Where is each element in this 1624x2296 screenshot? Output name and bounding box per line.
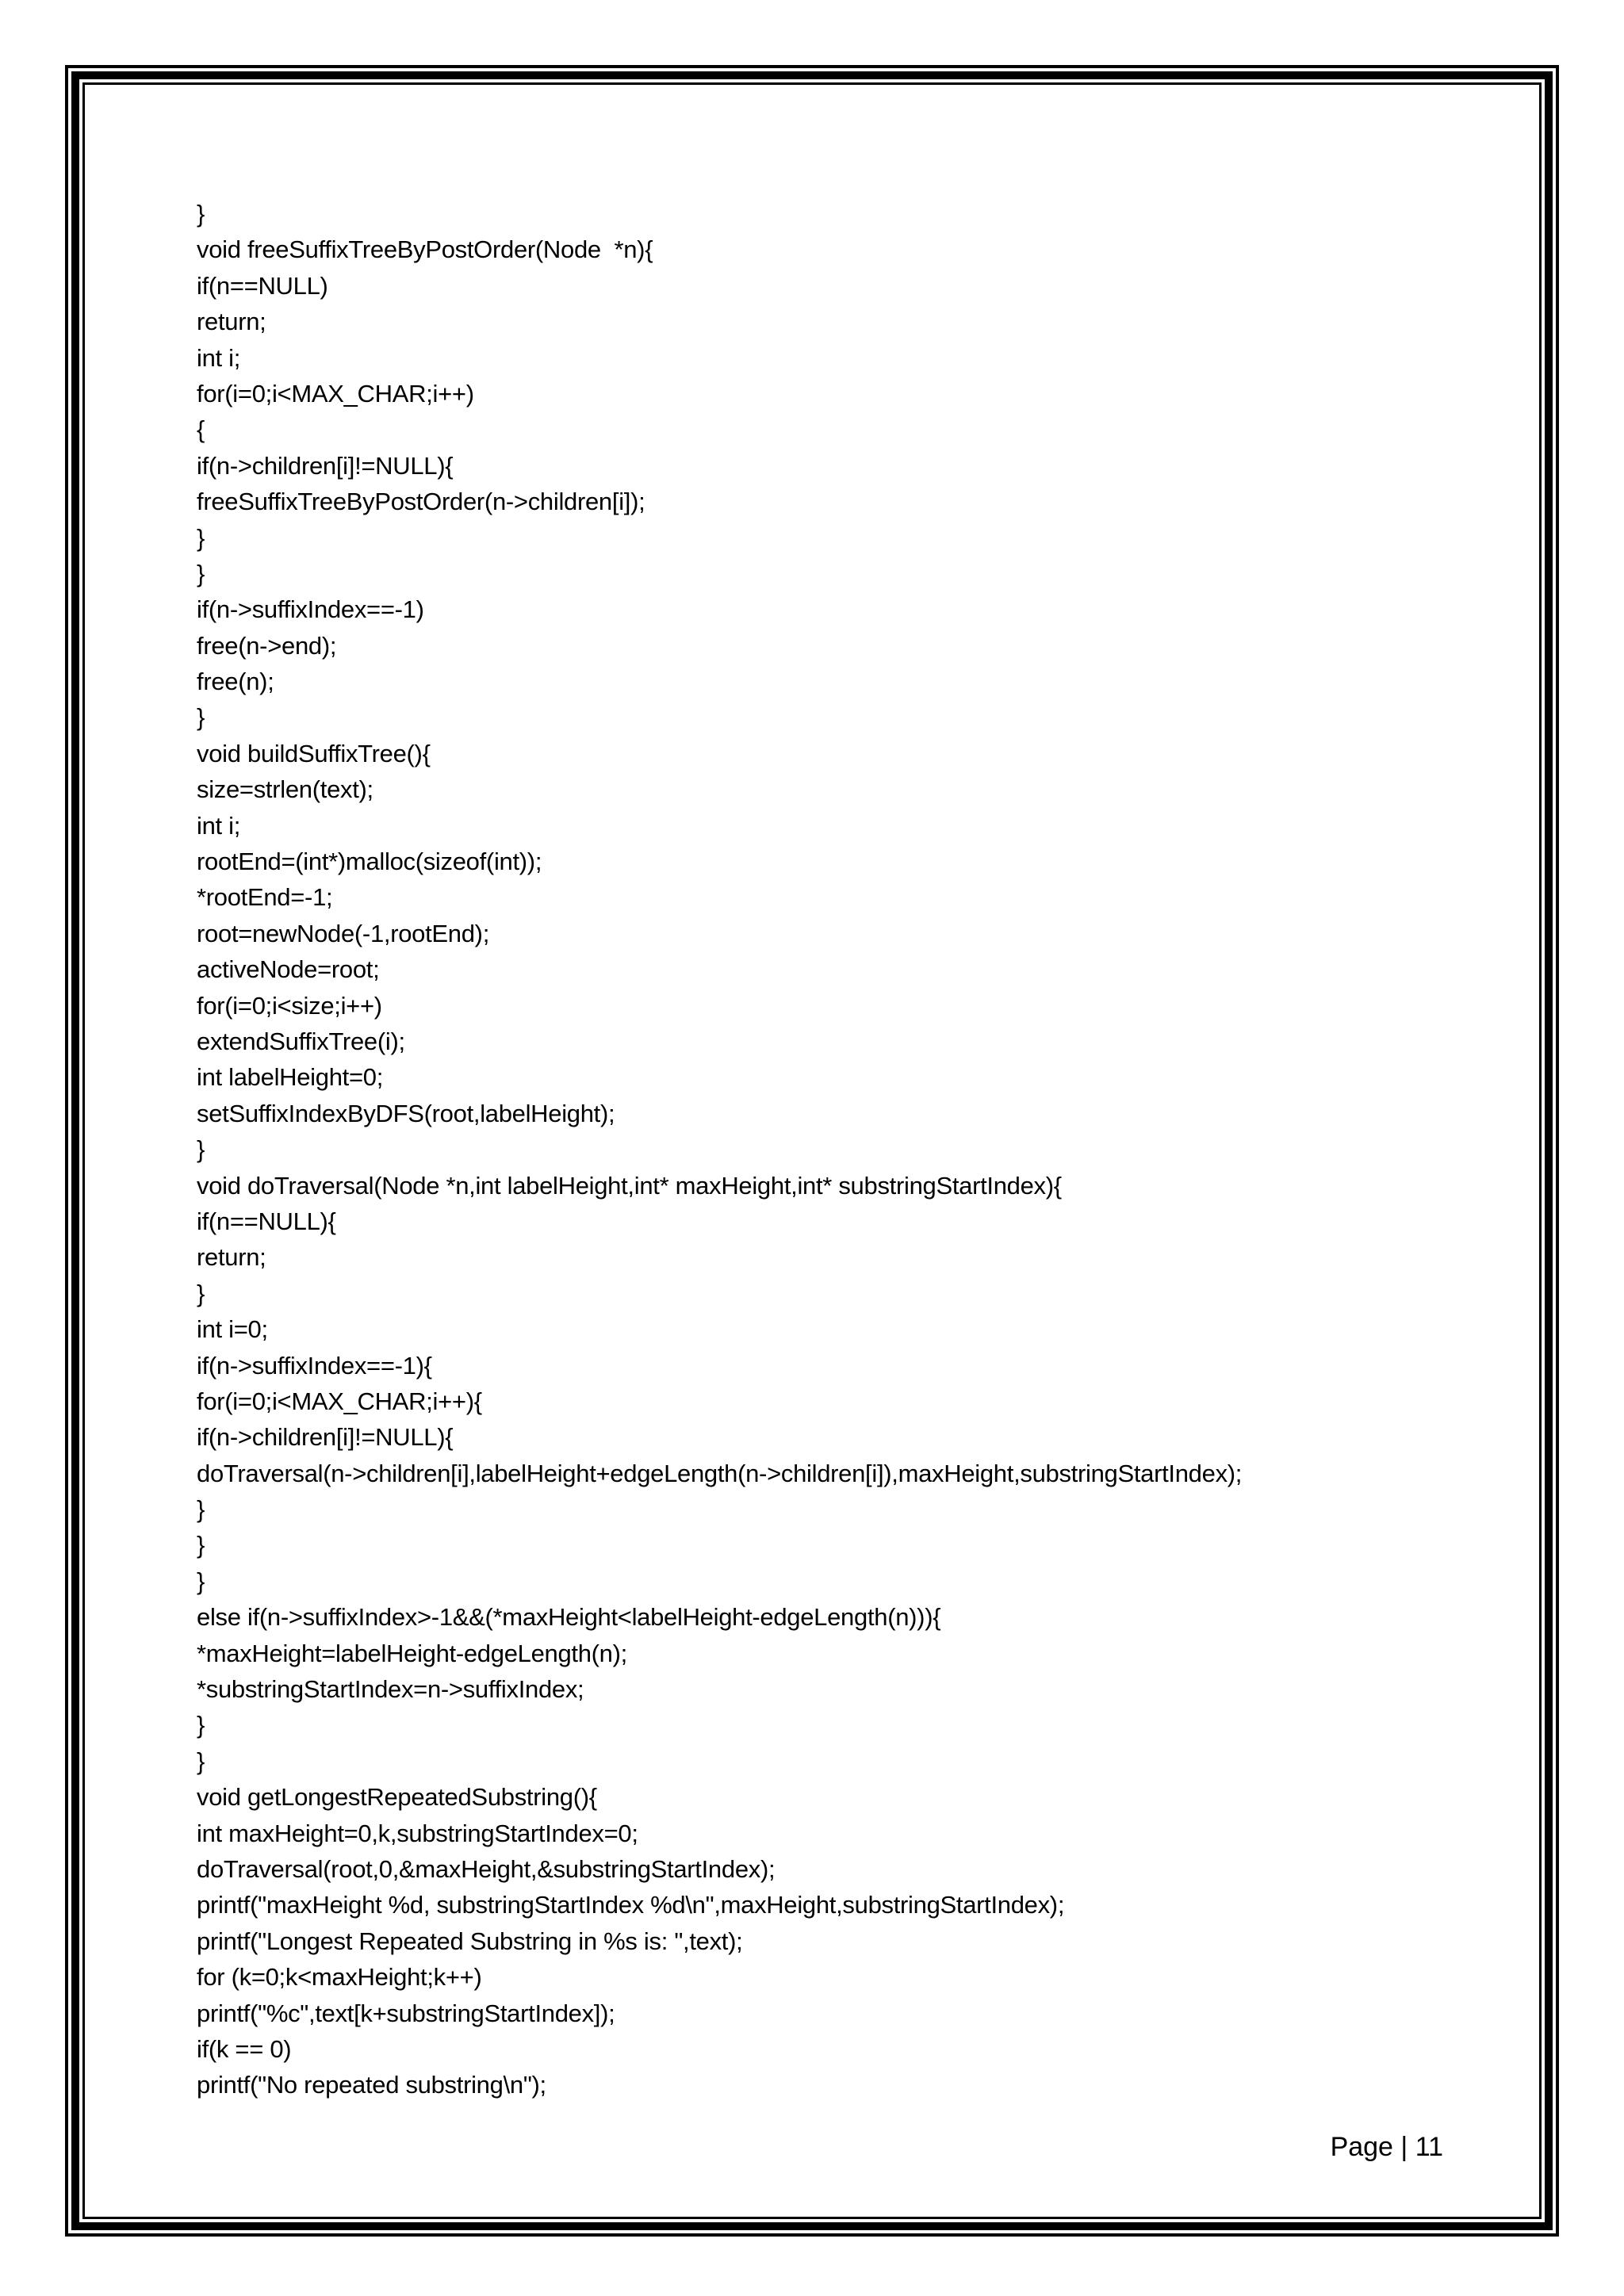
code-line: } [197,1567,205,1595]
code-line: return; [197,1243,266,1272]
code-line: if(n==NULL) [197,271,328,300]
code-line: doTraversal(n->children[i],labelHeight+edgeLength(n->children[i]),maxHeight,substringStartIndex); [197,1459,1243,1487]
code-line: void getLongestRepeatedSubstring(){ [197,1783,597,1812]
code-line: for(i=0;i<MAX_CHAR;i++){ [197,1387,482,1415]
code-listing [197,196,1513,2103]
code-line: if(n->suffixIndex==-1) [197,595,424,624]
code-line: } [197,703,205,732]
code-line: void freeSuffixTreeByPostOrder(Node *n){ [197,235,653,264]
code-line: if(n->children[i]!=NULL){ [197,451,454,480]
code-line: extendSuffixTree(i); [197,1027,405,1055]
code-line: freeSuffixTreeByPostOrder(n->children[i]); [197,488,645,516]
code-line: } [197,523,205,552]
code-line: } [197,1531,205,1559]
code-line: size=strlen(text); [197,775,373,804]
code-line: } [197,1495,205,1524]
code-line: } [197,1279,205,1307]
code-line: int i; [197,811,241,840]
code-line: free(n->end); [197,631,337,660]
code-line: } [197,1747,205,1775]
code-line: free(n); [197,668,274,696]
code-line: int i=0; [197,1315,268,1344]
code-line: { [197,415,205,444]
code-line: void buildSuffixTree(){ [197,739,431,767]
code-line: for(i=0;i<size;i++) [197,991,382,1020]
code-line: int maxHeight=0,k,substringStartIndex=0; [197,1819,638,1847]
code-line: if(k == 0) [197,2034,292,2063]
code-line: } [197,200,205,228]
code-line: activeNode=root; [197,955,380,984]
code-line: *substringStartIndex=n->suffixIndex; [197,1675,584,1704]
code-line: printf("No repeated substring\n"); [197,2071,546,2099]
code-line: *rootEnd=-1; [197,883,333,912]
code-line: if(n->children[i]!=NULL){ [197,1423,454,1452]
code-line: setSuffixIndexByDFS(root,labelHeight); [197,1099,615,1127]
code-line: else if(n->suffixIndex>-1&&(*maxHeight<labelHeight-edgeLength(n))){ [197,1603,941,1632]
code-line: root=newNode(-1,rootEnd); [197,919,490,947]
code-line: int i; [197,343,241,372]
code-line: doTraversal(root,0,&maxHeight,&substringStartIndex); [197,1854,776,1883]
code-line: } [197,559,205,587]
code-line: if(n==NULL){ [197,1207,336,1235]
code-line: void doTraversal(Node *n,int labelHeight,int* maxHeight,int* substringStartIndex){ [197,1171,1062,1200]
code-line: *maxHeight=labelHeight-edgeLength(n); [197,1639,627,1667]
code-line: if(n->suffixIndex==-1){ [197,1351,432,1380]
code-line: printf("maxHeight %d, substringStartIndex %d\n",maxHeight,substringStartIndex); [197,1891,1065,1919]
code-line: printf("Longest Repeated Substring in %s is: ",text); [197,1927,743,1955]
code-line: } [197,1135,205,1164]
code-line: for (k=0;k<maxHeight;k++) [197,1963,482,1992]
page-number: Page | 11 [1330,2132,1443,2162]
code-line: } [197,1711,205,1739]
code-line: int labelHeight=0; [197,1063,384,1092]
code-line: printf("%c",text[k+substringStartIndex]); [197,1999,615,2027]
code-line: rootEnd=(int*)malloc(sizeof(int)); [197,848,542,876]
code-line: for(i=0;i<MAX_CHAR;i++) [197,379,474,408]
code-line: return; [197,308,266,336]
